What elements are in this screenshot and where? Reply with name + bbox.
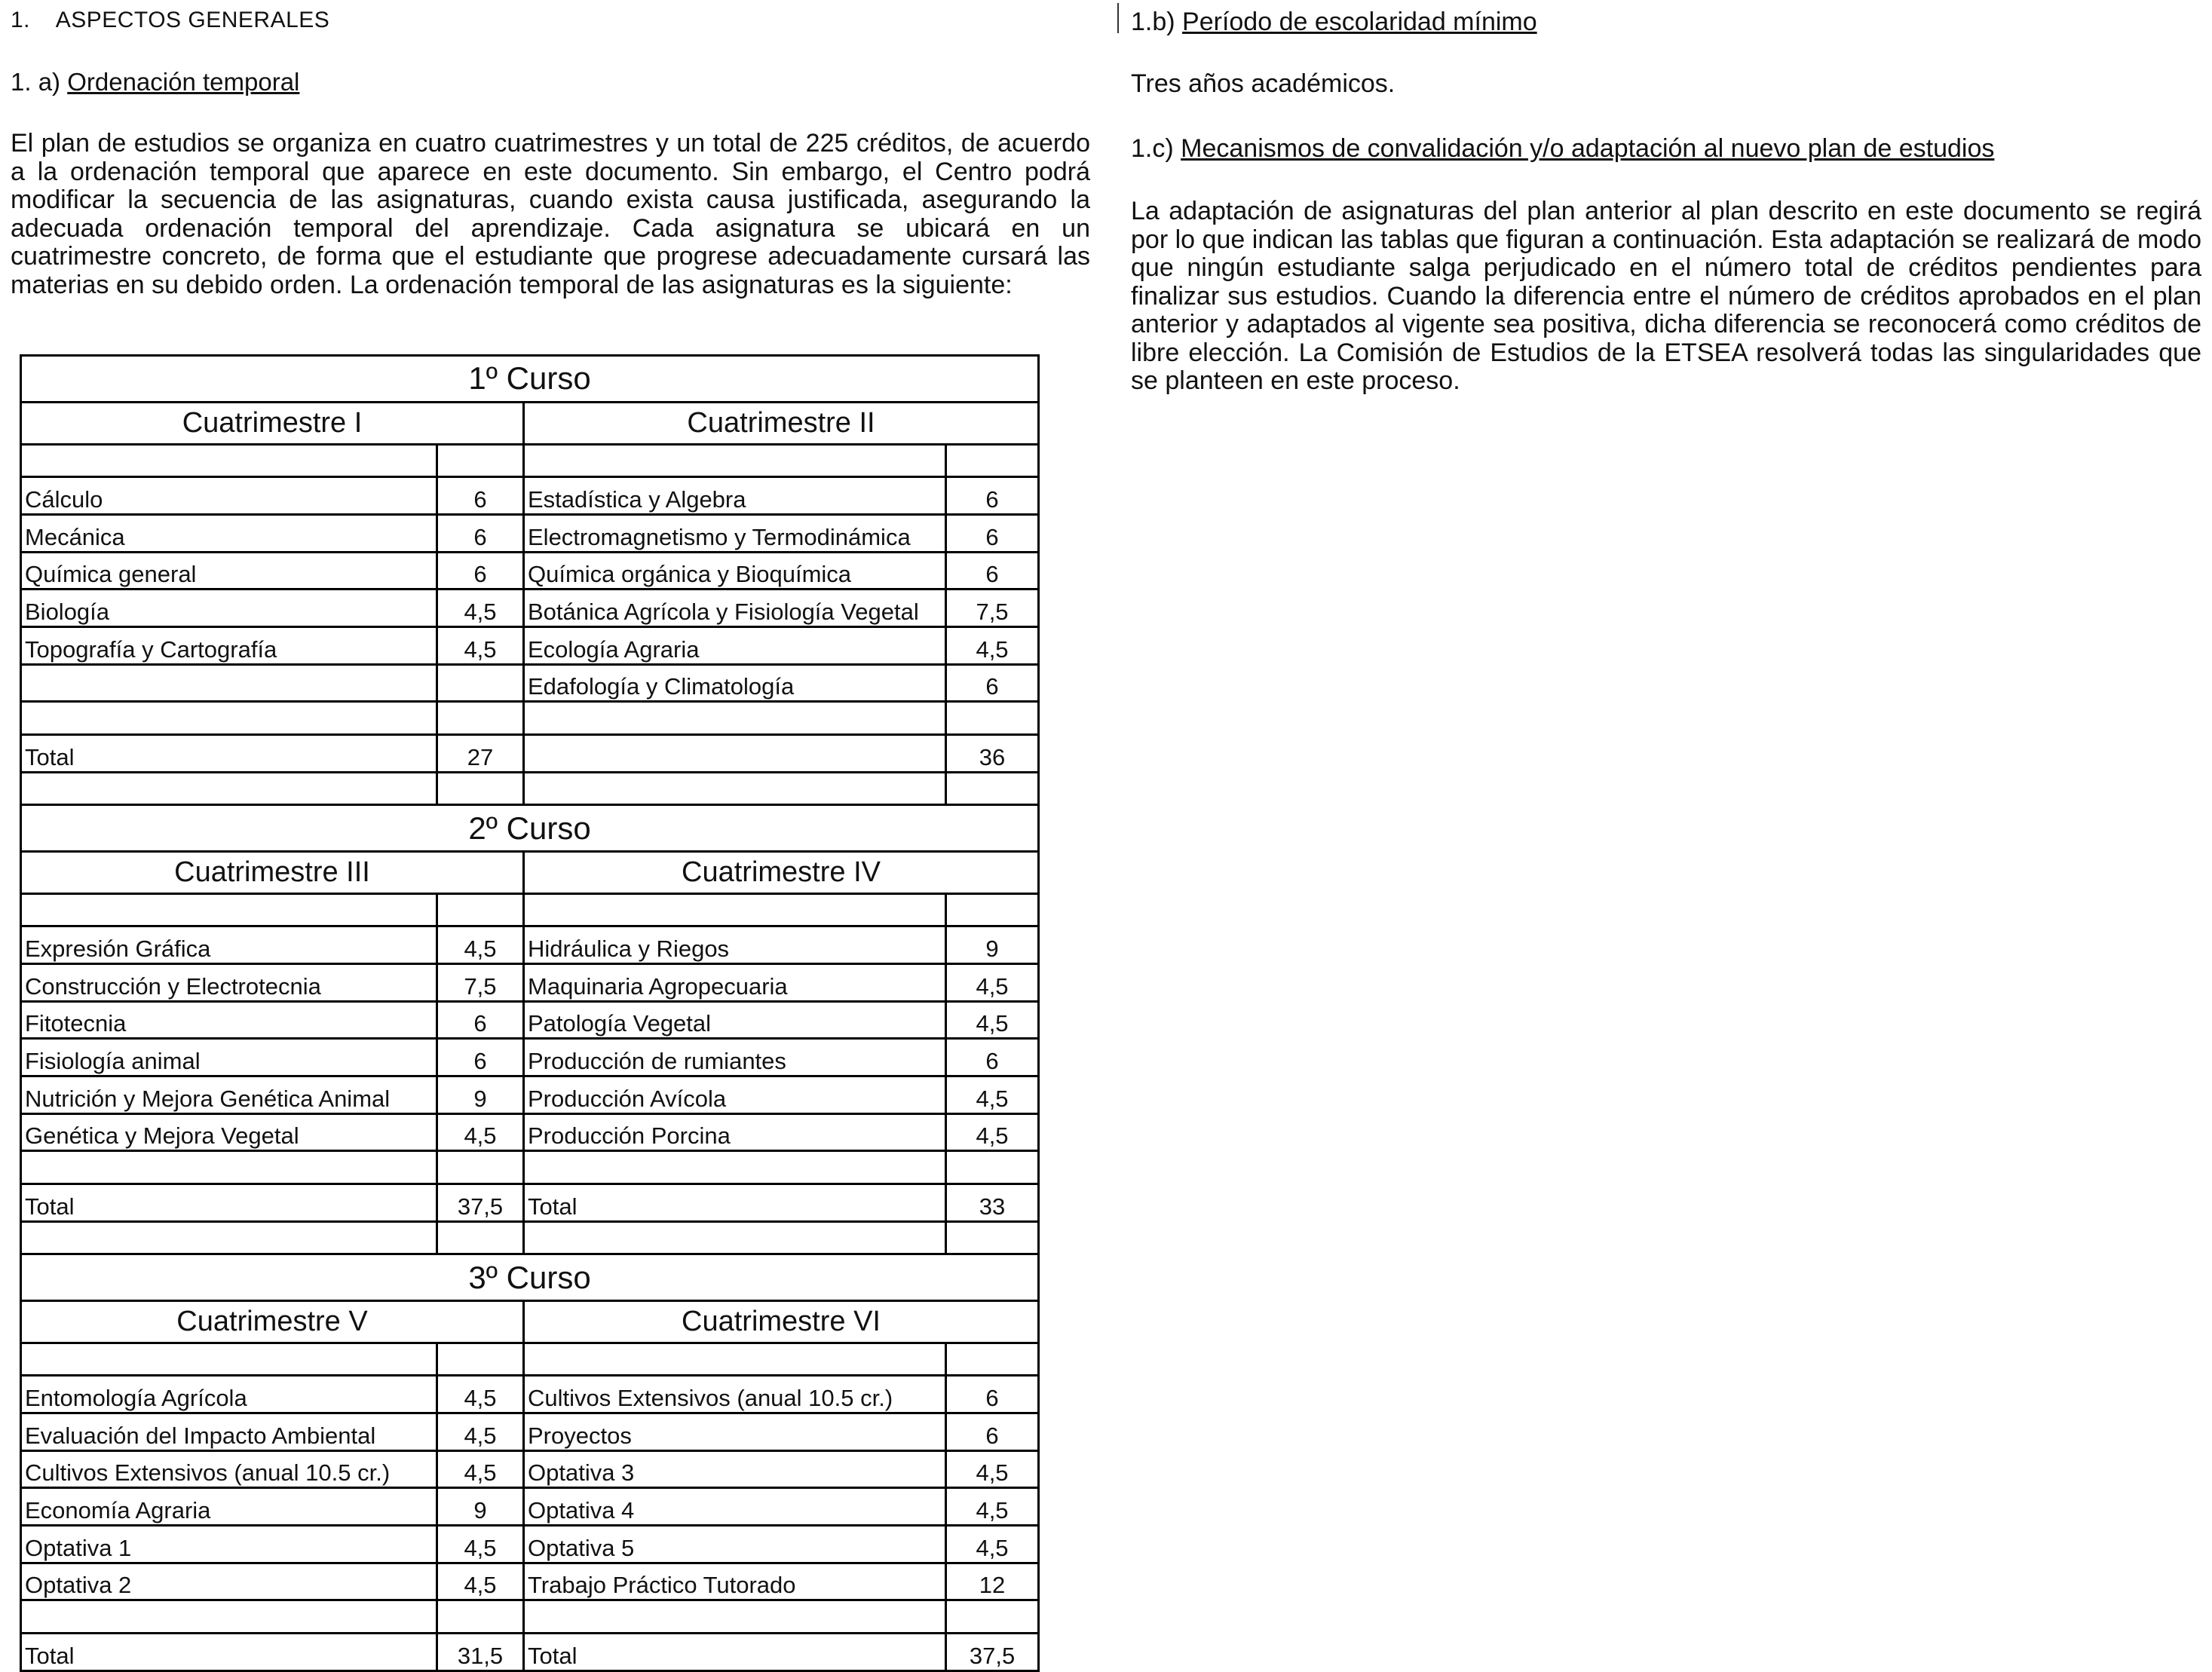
table-row (21, 1076, 1039, 1113)
subject-left: Optativa 1 (21, 1526, 437, 1563)
total-row (21, 1634, 1039, 1671)
credits-left: 6 (437, 552, 524, 589)
subject-left: Fitotecnia (21, 1001, 437, 1039)
total-label-right (524, 734, 946, 772)
credits-right: 6 (946, 1413, 1039, 1451)
cuatrimestre-left: Cuatrimestre I (21, 402, 524, 444)
table-row (21, 1488, 1039, 1526)
blank-cell (946, 1151, 1039, 1184)
subject-left: Construcción y Electrotecnia (21, 963, 437, 1001)
blank-cell (946, 1343, 1039, 1376)
blank-cell (524, 1151, 946, 1184)
credits-left: 6 (437, 477, 524, 515)
credits-left: 4,5 (437, 626, 524, 664)
subsection-a-heading (11, 68, 299, 96)
credits-right: 6 (946, 1039, 1039, 1076)
blank-cell (21, 702, 437, 735)
total-right: 36 (946, 734, 1039, 772)
credits-left: 9 (437, 1076, 524, 1113)
credits-left: 6 (437, 514, 524, 552)
subject-right: Trabajo Práctico Tutorado (524, 1563, 946, 1600)
credits-left (437, 664, 524, 702)
blank-cell (21, 1343, 437, 1376)
cuatrimestre-row (21, 851, 1039, 893)
blank-cell (946, 444, 1039, 477)
total-left: 27 (437, 734, 524, 772)
subject-left: Optativa 2 (21, 1563, 437, 1600)
table-row (21, 589, 1039, 627)
table-row (21, 963, 1039, 1001)
blank-cell (437, 702, 524, 735)
course-table-body (21, 356, 1039, 1671)
section-number: 1. (11, 8, 31, 32)
blank-cell (946, 772, 1039, 805)
cuatrimestre-right: Cuatrimestre IV (524, 851, 1039, 893)
subsection-b-title: Período de escolaridad mínimo (1182, 8, 1537, 36)
subject-left: Economía Agraria (21, 1488, 437, 1526)
subject-left (21, 664, 437, 702)
cuatrimestre-right: Cuatrimestre II (524, 402, 1039, 444)
table-row (21, 664, 1039, 702)
blank-cell (524, 772, 946, 805)
subject-right: Edafología y Climatología (524, 664, 946, 702)
blank-cell (21, 772, 437, 805)
table-row (21, 1113, 1039, 1151)
credits-left: 4,5 (437, 1113, 524, 1151)
subject-right: Optativa 5 (524, 1526, 946, 1563)
subject-left: Expresión Gráfica (21, 926, 437, 964)
table-row (21, 1563, 1039, 1600)
blank-cell (437, 1151, 524, 1184)
total-right: 37,5 (946, 1634, 1039, 1671)
blank-cell (21, 1151, 437, 1184)
blank-cell (524, 702, 946, 735)
subject-right: Química orgánica y Bioquímica (524, 552, 946, 589)
subject-right: Producción Avícola (524, 1076, 946, 1113)
table-row (21, 1039, 1039, 1076)
section-heading (11, 8, 329, 33)
credits-left: 4,5 (437, 1376, 524, 1413)
subject-right: Electromagnetismo y Termodinámica (524, 514, 946, 552)
credits-right: 4,5 (946, 1488, 1039, 1526)
curso-title: 3º Curso (21, 1254, 1039, 1301)
table-row (21, 926, 1039, 964)
cuatrimestre-row (21, 1301, 1039, 1343)
subsection-c-title: Mecanismos de convalidación y/o adaptación al nuevo plan de estudios (1181, 134, 1995, 163)
total-left: 31,5 (437, 1634, 524, 1671)
credits-right: 6 (946, 552, 1039, 589)
cuatrimestre-right: Cuatrimestre VI (524, 1301, 1039, 1343)
credits-left: 6 (437, 1001, 524, 1039)
cuatrimestre-left: Cuatrimestre V (21, 1301, 524, 1343)
blank-row (21, 1600, 1039, 1634)
subject-right: Patología Vegetal (524, 1001, 946, 1039)
total-label-right: Total (524, 1634, 946, 1671)
blank-cell (524, 444, 946, 477)
total-label-left: Total (21, 1634, 437, 1671)
credits-right: 9 (946, 926, 1039, 964)
blank-cell (946, 702, 1039, 735)
credits-right: 12 (946, 1563, 1039, 1600)
table-row (21, 626, 1039, 664)
credits-left: 4,5 (437, 926, 524, 964)
blank-cell (437, 1343, 524, 1376)
blank-cell (21, 1221, 437, 1254)
subject-right: Optativa 4 (524, 1488, 946, 1526)
credits-right: 6 (946, 514, 1039, 552)
blank-cell (946, 893, 1039, 926)
total-row (21, 1184, 1039, 1221)
subject-left: Mecánica (21, 514, 437, 552)
course-table (20, 354, 1037, 1672)
credits-left: 4,5 (437, 1450, 524, 1488)
subject-right: Optativa 3 (524, 1450, 946, 1488)
table-row (21, 477, 1039, 515)
credits-left: 4,5 (437, 1413, 524, 1451)
blank-cell (21, 444, 437, 477)
credits-left: 6 (437, 1039, 524, 1076)
subject-right: Cultivos Extensivos (anual 10.5 cr.) (524, 1376, 946, 1413)
subject-right: Proyectos (524, 1413, 946, 1451)
total-left: 37,5 (437, 1184, 524, 1221)
subject-right: Hidráulica y Riegos (524, 926, 946, 964)
blank-row (21, 1151, 1039, 1184)
blank-cell (437, 444, 524, 477)
total-label-right: Total (524, 1184, 946, 1221)
subject-right: Producción de rumiantes (524, 1039, 946, 1076)
blank-cell (946, 1600, 1039, 1634)
total-label-left: Total (21, 734, 437, 772)
total-right: 33 (946, 1184, 1039, 1221)
subject-right: Producción Porcina (524, 1113, 946, 1151)
blank-cell (946, 1221, 1039, 1254)
credits-right: 4,5 (946, 1450, 1039, 1488)
subject-left: Evaluación del Impacto Ambiental (21, 1413, 437, 1451)
blank-cell (437, 893, 524, 926)
blank-cell (437, 772, 524, 805)
subsection-c-paragraph: La adaptación de asignaturas del plan anterior al plan descrito en este documento se regirá por lo que indican las tablas que figuran a continuación. Esta adaptación se realizará de modo que ningún estudiante salga perjudicado en el número total de créditos pendientes para finalizar sus estudios. Cuando la diferencia entre el número de créditos aprobados en el plan anterior y adaptados al vigente sea positiva, dicha diferencia se reconocerá como créditos de libre elección. La Comisión de Estudios de la ETSEA resolverá todas las singularidades que se planteen en este proceso. (1131, 197, 2201, 395)
blank-cell (524, 893, 946, 926)
subsection-a-prefix: 1. a) (11, 68, 61, 96)
table-row (21, 514, 1039, 552)
curso-title: 2º Curso (21, 805, 1039, 852)
blank-row (21, 444, 1039, 477)
subsection-c-heading (1131, 134, 1994, 164)
credits-left: 9 (437, 1488, 524, 1526)
subject-left: Biología (21, 589, 437, 627)
subject-left: Cálculo (21, 477, 437, 515)
credits-left: 7,5 (437, 963, 524, 1001)
table-row (21, 1526, 1039, 1563)
cuatrimestre-row (21, 402, 1039, 444)
credits-right: 7,5 (946, 589, 1039, 627)
credits-right: 4,5 (946, 1526, 1039, 1563)
blank-cell (437, 1221, 524, 1254)
table-row (21, 1413, 1039, 1451)
table-row (21, 1376, 1039, 1413)
subject-right: Estadística y Algebra (524, 477, 946, 515)
credits-right: 4,5 (946, 1113, 1039, 1151)
subject-left: Cultivos Extensivos (anual 10.5 cr.) (21, 1450, 437, 1488)
subsection-b-text: Tres años académicos. (1131, 69, 1396, 98)
subject-left: Fisiología animal (21, 1039, 437, 1076)
table-row (21, 1001, 1039, 1039)
curso-title: 1º Curso (21, 356, 1039, 403)
blank-cell (21, 893, 437, 926)
credits-right: 6 (946, 664, 1039, 702)
subsection-b-heading (1131, 8, 1537, 37)
credits-left: 4,5 (437, 1526, 524, 1563)
section-title: ASPECTOS GENERALES (55, 8, 330, 32)
total-row (21, 734, 1039, 772)
blank-row (21, 1343, 1039, 1376)
subject-right: Ecología Agraria (524, 626, 946, 664)
subsection-a-title: Ordenación temporal (67, 68, 300, 96)
credits-right: 6 (946, 1376, 1039, 1413)
subject-right: Botánica Agrícola y Fisiología Vegetal (524, 589, 946, 627)
cuatrimestre-left: Cuatrimestre III (21, 851, 524, 893)
blank-cell (524, 1221, 946, 1254)
subsection-a-paragraph: El plan de estudios se organiza en cuatro cuatrimestres y un total de 225 créditos, de acuerdo a la ordenación temporal que aparece en este documento. Sin embargo, el Centro podrá modificar la secuencia de las asignaturas, cuando exista causa justificada, asegurando la adecuada ordenación temporal del aprendizaje. Cada asignatura se ubicará en un cuatrimestre concreto, de forma que el estudiante que progrese adecuadamente cursará las materias en su debido orden. La ordenación temporal de las asignaturas es la siguiente: (11, 129, 1090, 299)
blank-cell (437, 1600, 524, 1634)
blank-row (21, 893, 1039, 926)
table-row (21, 552, 1039, 589)
curso-title-row (21, 356, 1039, 403)
blank-cell (21, 1600, 437, 1634)
subsection-b-prefix: 1.b) (1131, 8, 1175, 36)
blank-row (21, 1221, 1039, 1254)
curso-title-row (21, 805, 1039, 852)
subject-right: Maquinaria Agropecuaria (524, 963, 946, 1001)
subsection-c-prefix: 1.c) (1131, 134, 1174, 163)
credits-right: 4,5 (946, 1076, 1039, 1113)
subject-left: Topografía y Cartografía (21, 626, 437, 664)
curso-title-row (21, 1254, 1039, 1301)
margin-mark (1117, 3, 1119, 33)
credits-right: 4,5 (946, 1001, 1039, 1039)
subject-left: Entomología Agrícola (21, 1376, 437, 1413)
total-label-left: Total (21, 1184, 437, 1221)
credits-right: 4,5 (946, 626, 1039, 664)
table-row (21, 1450, 1039, 1488)
credits-left: 4,5 (437, 589, 524, 627)
credits-right: 6 (946, 477, 1039, 515)
credits-left: 4,5 (437, 1563, 524, 1600)
blank-row (21, 702, 1039, 735)
blank-cell (524, 1600, 946, 1634)
blank-cell (524, 1343, 946, 1376)
blank-row (21, 772, 1039, 805)
credits-right: 4,5 (946, 963, 1039, 1001)
subject-left: Genética y Mejora Vegetal (21, 1113, 437, 1151)
subject-left: Química general (21, 552, 437, 589)
subject-left: Nutrición y Mejora Genética Animal (21, 1076, 437, 1113)
